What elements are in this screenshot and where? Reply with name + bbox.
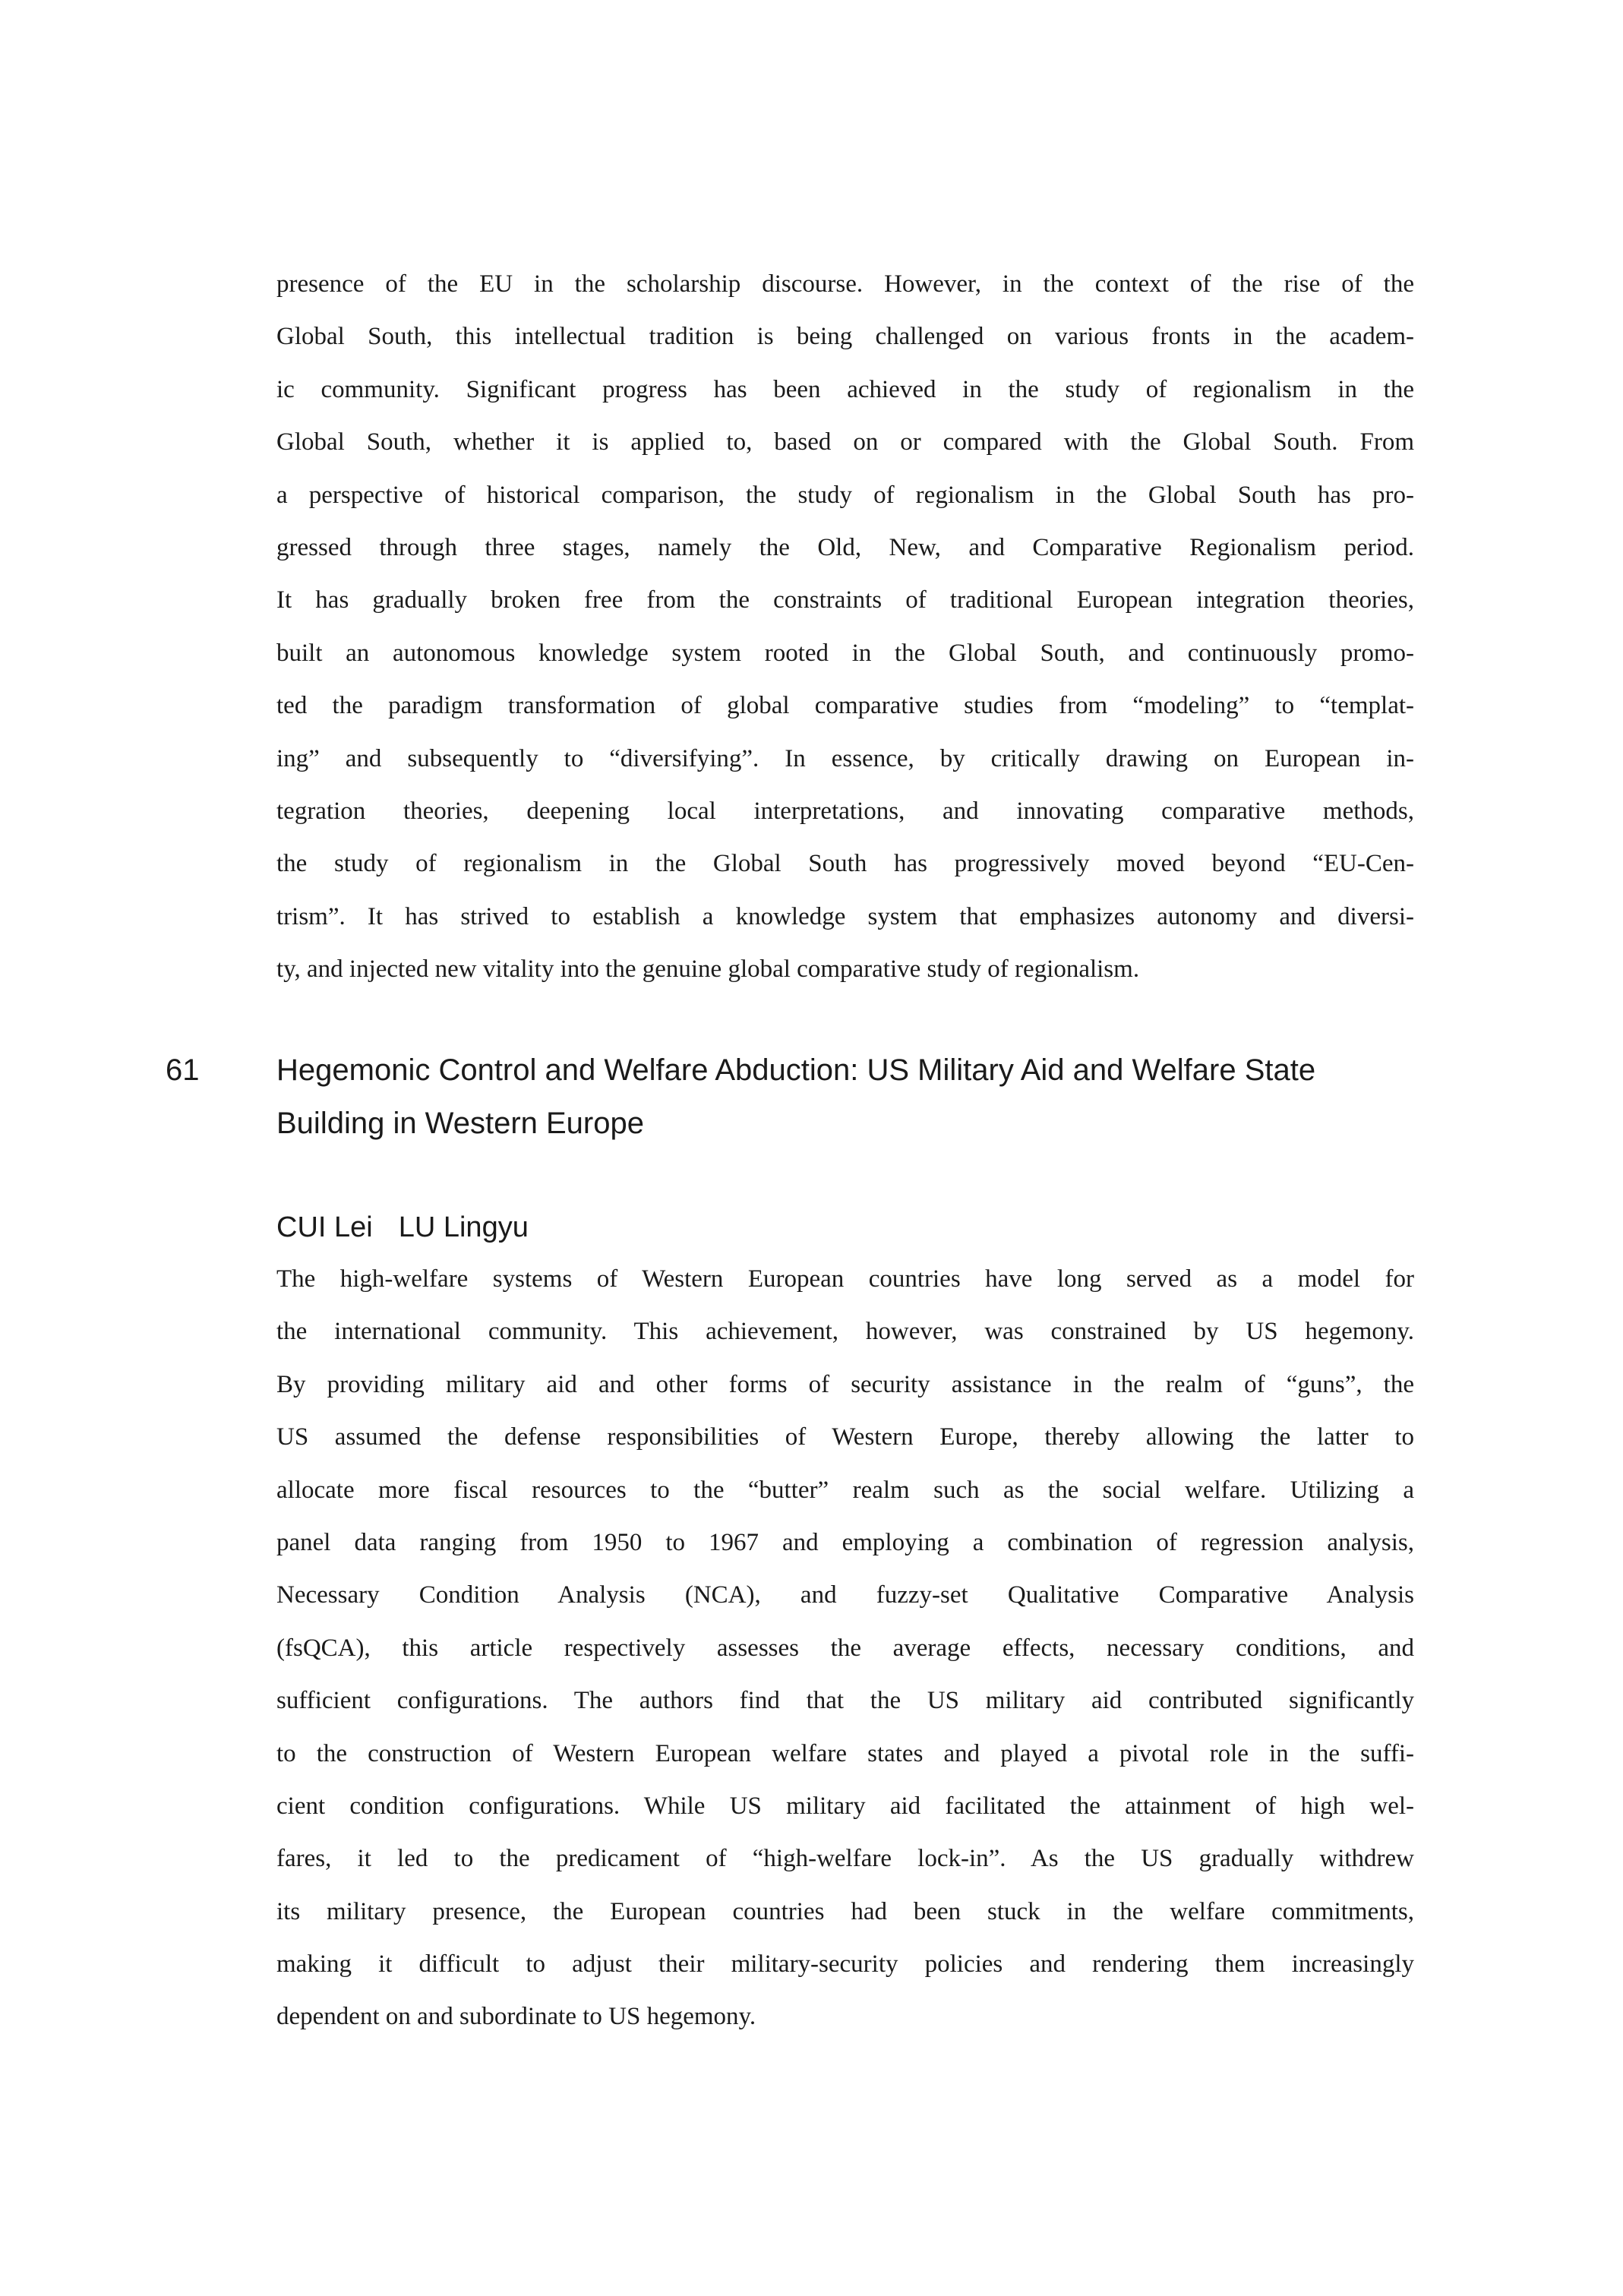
abstract-line: It has gradually broken free from the constraints of traditional European integration theories, (276, 586, 1414, 614)
abstract-line: presence of the EU in the scholarship discourse. However, in the context of the rise of the (276, 270, 1414, 298)
abstract-line: the international community. This achievement, however, was constrained by US hegemony. (276, 1318, 1414, 1346)
abstract-line: dependent on and subordinate to US hegemony. (276, 2003, 756, 2031)
article-authors (276, 1203, 529, 1252)
entry-number: 61 (166, 1053, 200, 1087)
abstract-line: By providing military aid and other forms of security assistance in the realm of “guns”, the (276, 1370, 1414, 1398)
author-name: LU Lingyu (398, 1211, 529, 1243)
abstract-line: built an autonomous knowledge system rooted in the Global South, and continuously promo- (276, 639, 1414, 667)
abstract-line: allocate more fiscal resources to the “butter” realm such as the social welfare. Utilizing a (276, 1476, 1414, 1504)
abstract-line: Necessary Condition Analysis (NCA), and fuzzy-set Qualitative Comparative Analysis (276, 1581, 1414, 1609)
previous-abstract (276, 258, 1414, 996)
abstract-line: Global South, whether it is applied to, based on or compared with the Global South. From (276, 428, 1414, 456)
abstract-line: (fsQCA), this article respectively assesses the average effects, necessary conditions, and (276, 1634, 1414, 1662)
article-title-line: Hegemonic Control and Welfare Abduction: US Military Aid and Welfare State (276, 1053, 1316, 1087)
abstract-line: ing” and subsequently to “diversifying”. In essence, by critically drawing on European in- (276, 744, 1414, 772)
abstract-line: a perspective of historical comparison, the study of regionalism in the Global South has pro- (276, 481, 1414, 509)
article-title (276, 1044, 1414, 1150)
abstract-line: ted the paradigm transformation of global comparative studies from “modeling” to “templat- (276, 692, 1414, 720)
abstract-line: US assumed the defense responsibilities of Western Europe, thereby allowing the latter to (276, 1423, 1414, 1451)
abstract-line: fares, it led to the predicament of “high-welfare lock-in”. As the US gradually withdrew (276, 1845, 1414, 1873)
article-title-line: Building in Western Europe (276, 1107, 644, 1140)
abstract-line: panel data ranging from 1950 to 1967 and employing a combination of regression analysis, (276, 1528, 1414, 1556)
abstract-line: its military presence, the European countries had been stuck in the welfare commitments, (276, 1897, 1414, 1925)
abstract-line: gressed through three stages, namely the Old, New, and Comparative Regionalism period. (276, 533, 1414, 561)
abstract-line: to the construction of Western European welfare states and played a pivotal role in the suffi- (276, 1739, 1414, 1767)
abstract-line: trism”. It has strived to establish a knowledge system that emphasizes autonomy and diversi- (276, 902, 1414, 930)
abstract-line: tegration theories, deepening local interpretations, and innovating comparative methods, (276, 797, 1414, 825)
abstract-line: ty, and injected new vitality into the genuine global comparative study of regionalism. (276, 955, 1140, 984)
author-name: CUI Lei (276, 1211, 373, 1243)
abstract-line: making it difficult to adjust their military-security policies and rendering them increasingly (276, 1950, 1414, 1979)
abstract-line: cient condition configurations. While US military aid facilitated the attainment of high wel- (276, 1792, 1414, 1820)
abstract-line: the study of regionalism in the Global South has progressively moved beyond “EU-Cen- (276, 850, 1414, 878)
abstract-line: sufficient configurations. The authors find that the US military aid contributed significantly (276, 1687, 1414, 1715)
abstract-line: The high-welfare systems of Western European countries have long served as a model for (276, 1265, 1414, 1293)
abstract-line: Global South, this intellectual tradition is being challenged on various fronts in the academ- (276, 323, 1414, 351)
abstract-line: ic community. Significant progress has been achieved in the study of regionalism in the (276, 375, 1414, 403)
article-abstract (276, 1253, 1414, 2044)
